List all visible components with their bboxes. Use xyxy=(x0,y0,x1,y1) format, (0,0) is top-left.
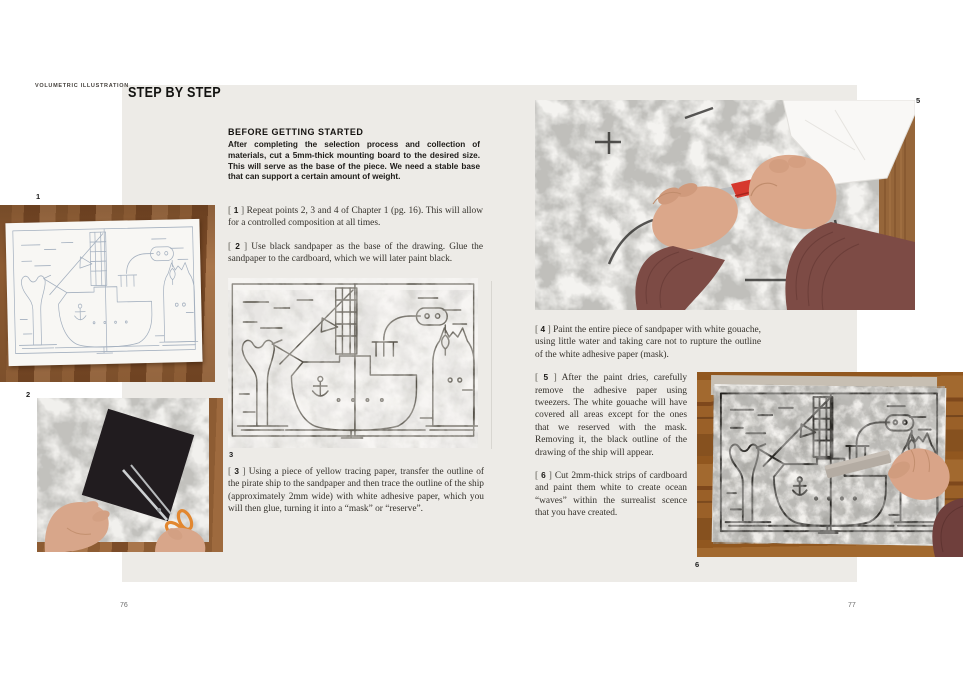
figure-6-label: 6 xyxy=(695,560,700,569)
step-1-paragraph: [ 1 ] Repeat points 2, 3 and 4 of Chapter 1 (pg. 16). This will allow for a controlled composition at all times. xyxy=(228,205,483,229)
figure-2-label: 2 xyxy=(26,390,31,399)
tweezers-scene xyxy=(535,100,915,310)
intro-block xyxy=(228,127,480,183)
intro-body: After completing the selection process and collection of materials, cut a 5mm-thick mounting board to the desired size. This will serve as the base of the piece. We need a stable base that can support a certain amount of weight. xyxy=(228,140,480,182)
pirate-ship-drawing xyxy=(9,222,198,363)
step-3-text: Using a piece of yellow tracing paper, transfer the outline of the pirate ship to the sandpaper and then trace the outline of the ship (approximately 2mm wide) with white adhesive paper, which you will then glue, turning it into a “mask” or “reserve”. xyxy=(228,467,485,515)
step-2-text: Use black sandpaper as the base of the drawing. Glue the sandpaper to the cardboard, which we will later paint black. xyxy=(228,241,484,265)
figure-3-label: 3 xyxy=(229,450,234,459)
figure-5-photo-removing-mask xyxy=(535,100,915,310)
step-2-paragraph: [ 2 ] Use black sandpaper as the base of the drawing. Glue the sandpaper to the cardboard, which we will later paint black. xyxy=(228,240,484,265)
page-number-left: 76 xyxy=(120,602,128,609)
figure-1-photo-ship-sketch xyxy=(0,205,215,382)
intro-heading: BEFORE GETTING STARTED xyxy=(228,127,364,137)
page-number-right: 77 xyxy=(848,602,856,609)
figure-6-photo-cardboard-strip xyxy=(697,372,963,557)
sketch-paper xyxy=(5,219,202,366)
step-6-paragraph: [ 6 ] Cut 2mm-thick strips of cardboard and paint them white to create ocean “waves” within the surrealist scence that you have created. xyxy=(535,470,688,519)
page-title: STEP BY STEP xyxy=(128,84,221,101)
step-4-paragraph: [ 4 ] Paint the entire piece of sandpaper with white gouache, using little water and taking care not to rupture the outline of the white adhesive paper (mask). xyxy=(535,324,762,360)
step-3-paragraph: [ 3 ] Using a piece of yellow tracing paper, transfer the outline of the pirate ship to the sandpaper and then trace the outline of the ship (approximately 2mm wide) with white adhesive paper, which you will then glue, turning it into a “mask” or “reserve”. xyxy=(228,466,485,515)
figure-2-photo-cutting-sandpaper xyxy=(37,398,223,552)
traced-outline-scene xyxy=(228,278,478,448)
figure-3-photo-traced-outline xyxy=(228,278,478,448)
page-gutter-line xyxy=(491,281,492,449)
step-3-column xyxy=(228,466,484,527)
strip-scene xyxy=(697,372,963,557)
running-head: VOLUMETRIC ILLUSTRATION xyxy=(35,83,129,89)
step-4-text: Paint the entire piece of sandpaper with white gouache, using little water and taking care not to rupture the outline of the white adhesive paper (mask). xyxy=(535,325,762,360)
step-5-paragraph: [ 5 ] After the paint dries, carefully remove the adhesive paper using tweezers. The white gouache will have covered all areas except for the ones that we reserved with the mask. Removing it, the black outline of the drawing of the ship will appear. xyxy=(535,372,688,458)
figure-1-label: 1 xyxy=(36,192,41,201)
step-6-text: Cut 2mm-thick strips of cardboard and paint them white to create ocean “waves” within the surrealist scence that you have created. xyxy=(535,471,688,519)
steps-1-2-column xyxy=(228,205,483,277)
cutting-scene xyxy=(37,398,223,552)
figure-5-label: 5 xyxy=(916,96,921,105)
step-5-text: After the paint dries, carefully remove the adhesive paper using tweezers. The white gouache will have covered all areas except for the ones that we reserved with the mask. Removing it, the black outline of the drawing of the ship will appear. xyxy=(535,373,688,458)
step-1-text: Repeat points 2, 3 and 4 of Chapter 1 (pg. 16). This will allow for a controlled composition at all times. xyxy=(228,206,483,229)
